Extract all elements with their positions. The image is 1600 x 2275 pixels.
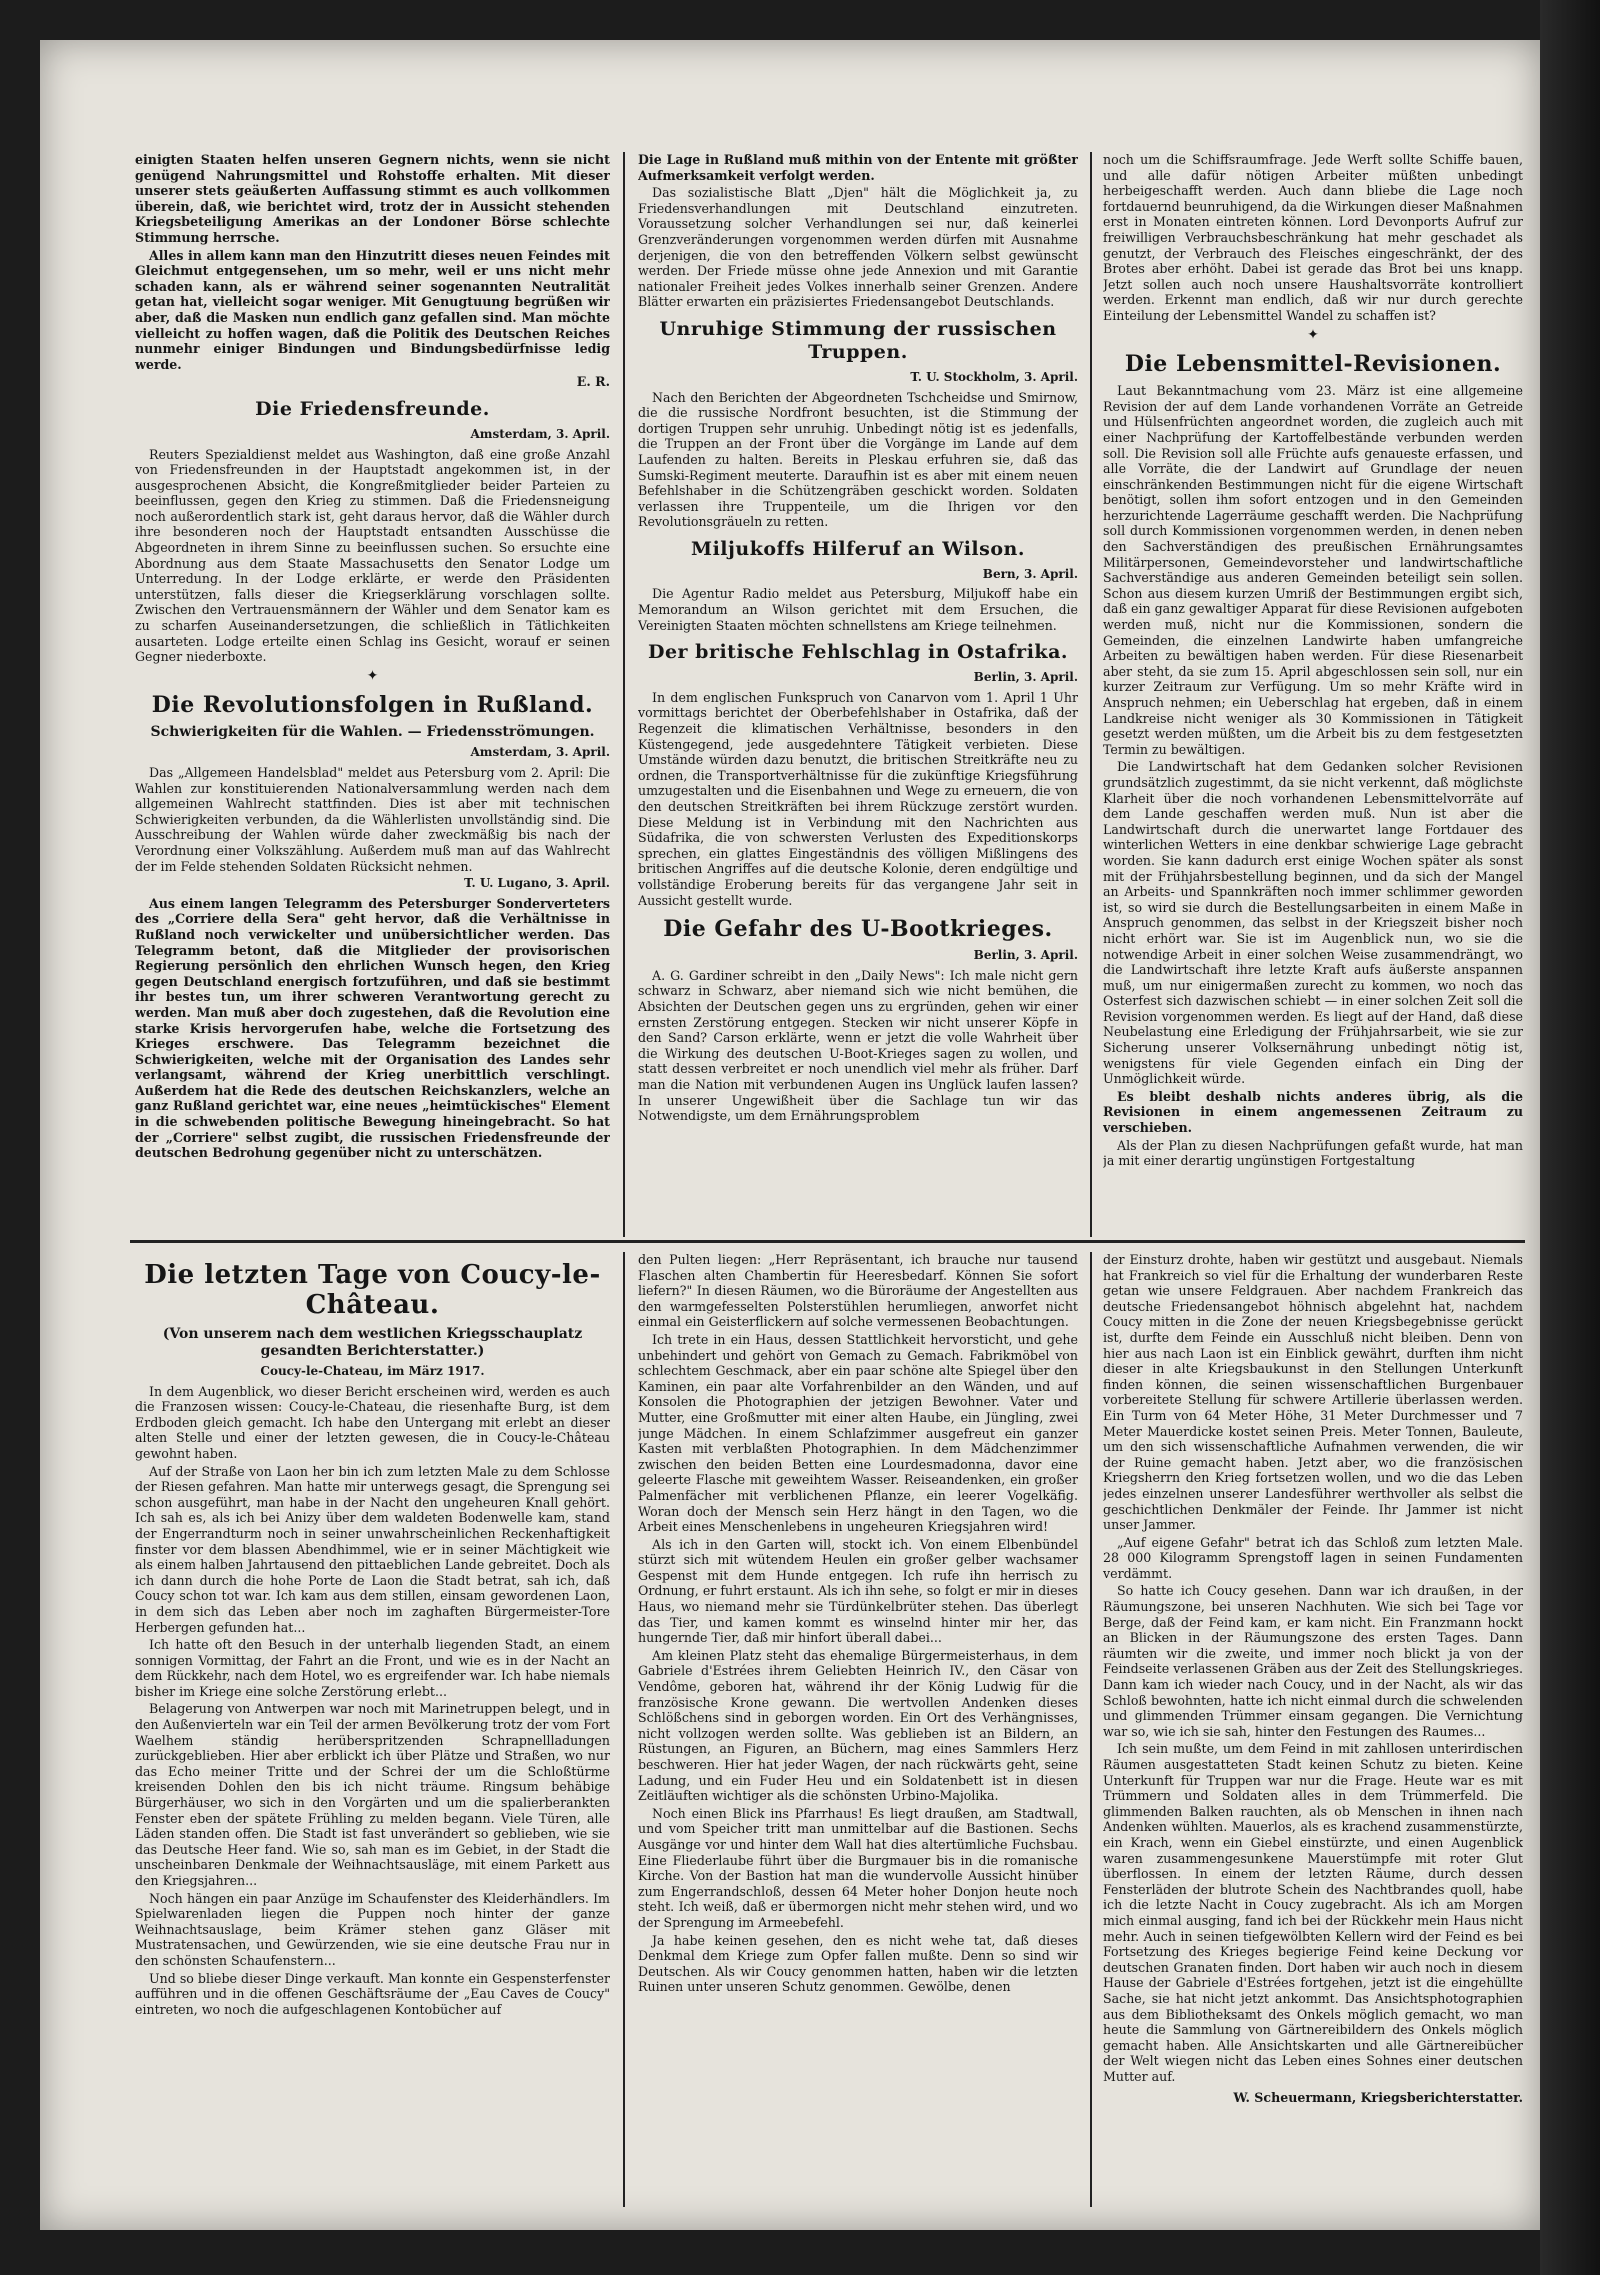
headline-unruhige-stimmung: Unruhige Stimmung der russischen Truppen. — [659, 317, 1057, 363]
dateline: Berlin, 3. April. — [973, 670, 1078, 685]
paragraph: Das „Allgemeen Handelsblad" meldet aus Petersburg vom 2. April: Die Wahlen zur konstituierenden Nationalversammlung werden nach dem allgemeinen Wahlrecht stattfinden. Dies ist aber mit technischen Schwierigkeiten verbunden, da die Wählerlisten unvollständig sind. Die Ausschreibung der Wahlen würde daher zweckmäßig bis nach der Verordnung einer Volkszählung. Außerdem muß man auf das Wahlrecht der im Felde stehenden Soldaten Rücksicht nehmen. — [135, 765, 610, 874]
dateline: T. U. Lugano, 3. April. — [464, 876, 610, 891]
paragraph: Und so bliebe dieser Dinge verkauft. Man konnte ein Gespensterfenster aufführen und in die offenen Geschäftsräume der „Eau Caves de Coucy" eintreten, wo noch die aufgeschlagenen Kontobücher auf — [135, 1970, 610, 2017]
separator-star: ✦ — [366, 667, 379, 684]
dateline: Bern, 3. April. — [982, 566, 1078, 581]
paragraph: In dem Augenblick, wo dieser Bericht erscheinen wird, werden es auch die Franzosen wissen: Coucy-le-Chateau, die riesenhafte Burg, ist dem Erdboden gleich gemacht. Ich habe den Untergang mit erlebt an dieser alten Stelle und einer der letzten gewesen, die in Coucy-le-Château gewohnt haben. — [135, 1383, 610, 1461]
headline-ostafrika: Der britische Fehlschlag in Ostafrika. — [647, 641, 1069, 664]
headline-u-bootkrieg: Die Gefahr des U-Bootkrieges. — [663, 916, 1053, 943]
paragraph: A. G. Gardiner schreibt in den „Daily News": Ich male nicht gern schwarz in Schwarz, aber niemand sich wie nicht bemühen, die Absichten der Deutschen gegen uns zu ergründen, gehen wir einer ernsten Zerstörung entgegen. Stecken wir nicht unserer Köpfe in den Sand? Carson erklärte, wenn er jetzt die volle Wahrheit über die Wirkung des deutschen U-Boot-Krieges sagen zu wollen, und statt dessen verbreitet er noch unendlich viel mehr als früher. Darf man die Nation mit verbundenen Augen ins Unglück laufen lassen? In unserer Ungewißheit über die Sachlage tun wir das Notwendigste, um dem Ernährungsproblem — [638, 967, 1078, 1124]
headline-coucy: Die letzten Tage von Coucy-le-Château. — [144, 1260, 601, 1320]
paragraph: Die Lage in Rußland muß mithin von der Entente mit größter Aufmerksamkeit verfolgt werden. — [638, 152, 1078, 183]
column-divider — [1090, 1252, 1092, 2207]
paragraph: den Pulten liegen: „Herr Repräsentant, ich brauche nur tausend Flaschen alten Chambertin für Heeresbedarf. Können Sie sofort liefern?" In diesen Räumen, wo die Büroräume der Angestellten aus den warmgefesselten Polsterstühlen herumliegen, anworfet nicht einmal ein Geisterflickern auf solche vermessenen Beobachtungen. — [638, 1252, 1078, 1330]
separator-star: ✦ — [1307, 326, 1319, 343]
paragraph: Es bleibt deshalb nichts anderes übrig, als die Revisionen in einem angemessenen Zeitraum zu verschieben. — [1103, 1088, 1523, 1136]
paragraph: Ich sein mußte, um dem Feind in mit zahllosen unterirdischen Räumen ausgestatteten Stadt keinen Schutz zu bieten. Keine Unterkunft für Truppen war nur die Frage. Heute war es mit Trümmern und Soldaten alles in dem Trümmerfeld. Die glimmenden Balken rauchten, als ob Menschen in ihnen nach Andenken wühlten. Mauerlos, als es krachend zusammenstürzte, ein Krach, wenn ein Giebel einstürzte, und einen Augenblick waren zusammengesunkene Mauerstümpfe mit roter Glut überflossen. In einem der letzten Räume, durch dessen Fensterläden der blutrote Schein des Nachtbrandes quoll, habe ich die letzte Nacht in Coucy zugebracht. Als ich am Morgen mich einmal ausging, fand ich bei der Rückkehr mein Haus nicht mehr. Auch in seinen tiefgewölbten Kellern wird der Feind es bei Fortsetzung des Krieges begierige Feind keine Deckung vor deutschen Granaten finden. Dort haben wir auch noch in diesem Hause der Gabriele d'Estrées fortgehen, jetzt ist die eingehüllte Sache, sie hat nicht jetzt ankommt. Das Ansichtsphotographien aus dem Bibliotheksamt des Onkels möglich gemacht, wo man heute die Sammlung von Gärtnereibildern des Onkels möglich gemacht haben. Alle Ansichtskarten und alle Gärtnereibücher der Welt wiegen nicht das Leben eines Sohnes einer deutschen Mutter auf. — [1103, 1741, 1523, 2084]
column-1 — [135, 152, 610, 1242]
dateline: Amsterdam, 3. April. — [470, 745, 610, 760]
column-3 — [1103, 152, 1523, 1242]
coucy-column-1 — [135, 1252, 610, 2212]
section-divider — [130, 1240, 1525, 1243]
paragraph: Alles in allem kann man den Hinzutritt dieses neuen Feindes mit Gleichmut entgegensehen, um so mehr, weil er uns nicht mehr schaden kann, als er während seiner sogenannten Neutralität getan hat, vielleicht sogar weniger. Mit Genugtuung begrüßen wir aber, daß die Masken nun endlich ganz gefallen sind. Man möchte vielleicht zu hoffen wagen, daß die Politik des Deutschen Reiches nunmehr einiger Bindungen und Bindungsbedürfnisse ledig werde. — [135, 247, 610, 372]
paragraph: „Auf eigene Gefahr" betrat ich das Schloß zum letzten Male. 28 000 Kilogramm Sprengstoff lagen in seinen Fundamenten verdämmt. — [1103, 1534, 1523, 1581]
paragraph: einigten Staaten helfen unseren Gegnern nichts, wenn sie nicht genügend Nahrungsmittel und Rohstoffe erhalten. Mit dieser unserer stets geäußerten Auffassung stimmt es auch vollkommen überein, daß, wie berichtet wird, trotz der in Aussicht stehenden Kriegsbeteiligung Amerikas an der Londoner Börse schlechte Stimmung herrsche. — [135, 152, 610, 245]
headline-friedensfreunde: Die Friedensfreunde. — [255, 397, 490, 420]
paragraph: Reuters Spezialdienst meldet aus Washington, daß eine große Anzahl von Friedensfreunden in der Hauptstadt angekommen ist, in der ausgesprochenen Absicht, die Kongreßmitglieder beider Parteien zu beeinflussen, gegen den Krieg zu stimmen. Daß die Friedensneigung noch außerordentlich stark ist, geht daraus hervor, daß die Wähler durch ihre besonderen noch der Hauptstadt entsandten Ausschüsse die Abgeordneten in ihrem Sinne zu beeinflussen suchen. So ersuchte eine Abordnung aus dem Staate Massachusetts den Senator Lodge um Unterredung. In der Lodge erklärte, er werde den Präsidenten unterstützen, falls dieser die Kriegserklärung vorschlagen sollte. Zwischen den Vertrauensmännern der Wähler und dem Senator kam es zu scharfen Auseinandersetzungen, die schließlich in Tätlichkeiten ausarteten. Lodge erteilte einen Schlag ins Gesicht, worauf er seinen Gegner niederboxte. — [135, 446, 610, 665]
subheadline: (Von unserem nach dem westlichen Kriegsschauplatz gesandten Berichterstatter.) — [162, 1326, 583, 1359]
paragraph: Die Agentur Radio meldet aus Petersburg, Miljukoff habe ein Memorandum an Wilson gerichtet mit dem Ersuchen, die Vereinigten Staaten möchten schnellstens am Kriege teilnehmen. — [638, 586, 1078, 633]
paragraph: Noch einen Blick ins Pfarrhaus! Es liegt draußen, am Stadtwall, und vom Speicher tritt man unmittelbar auf die Bastionen. Sechs Ausgänge vor und hinter dem Wall hat dies altertümliche Fuchsbau. Eine Fliederlaube führt über die Burgmauer bis in die romanische Kirche. Von der Bastion hat man die wundervolle Aussicht hinüber zum Engerrandschloß, dessen 64 Meter hoher Donjon heute noch steht. Ich weiß, daß er übermorgen nicht mehr stehen wird, und wo der Sprengung im Armeebefehl. — [638, 1805, 1078, 1930]
paragraph: Ich trete in ein Haus, dessen Stattlichkeit hervorsticht, und gehe unbehindert und gehört von Gemach zu Gemach. Fabrikmöbel von schlechtem Geschmack, aber ein paar schöne alte Spiegel über den Kaminen, ein paar alte Vorfahrenbilder an den Wänden, und auf Konsolen die Photographien der jetzigen Bewohner. Vater und Mutter, eine Großmutter mit einer alten Haube, ein Jüngling, zwei junge Mädchen. In einem Schlafzimmer ausgefreut ein ganzer Kasten mit verblaßten Photographien. In dem Mädchenzimmer zwischen den beiden Betten eine Lourdesmadonna, davor eine geleerte Flasche mit geweihtem Wasser. Reiseandenken, ein großer Palmenfächer mit verblichenen Pflanze, ein leerer Vogelkäfig. Woran doch der Mensch sein Herz hängt in den Tagen, wo die Arbeit eines Menschenlebens in ungeheuren Kriegsjahren wird! — [638, 1331, 1078, 1535]
column-divider — [623, 152, 625, 1237]
paragraph: Ich hatte oft den Besuch in der unterhalb liegenden Stadt, an einem sonnigen Vormittag, der Fahrt an die Front, und wie es in der Nacht an dem Rückkehr, nach dem Hotel, wo es ergreifender war. Ich habe niemals bisher im Kriege eine solche Zerstörung erlebt... — [135, 1637, 610, 1699]
paragraph: Als der Plan zu diesen Nachprüfungen gefaßt wurde, hat man ja mit einer derartig ungünstigen Fortgestaltung — [1103, 1137, 1523, 1169]
paragraph: Belagerung von Antwerpen war noch mit Marinetruppen belegt, und in den Außenvierteln war ein Teil der armen Bevölkerung trotz der vom Fort Waelhem ständig herüberspritzenden Schrapnellladungen zurückgeblieben. Hier aber erblickt ich über Plätze und Straßen, wo nur das Echo meiner Tritte und der Schrei der um die Schloßtürme kreisenden Dohlen den bis ich nicht träume. Ringsum behäbige Bürgerhäuser, wo sich in den Vorgärten und um die spalierberankten Fenster eben der spätete Frühling zu melden begann. Viele Türen, alle Läden standen offen. Die Stadt ist fast unverändert so geblieben, wie sie das Deutsche Heer fand. Wie so, sah man es im Gebiet, in der Stadt die unscheinbaren Denkmale der Weihnachtsausläge, mit einem Parkett aus den Kriegsjahren... — [135, 1701, 610, 1888]
scan-edge-dark — [1540, 0, 1600, 2275]
author-signature: W. Scheuermann, Kriegsberichterstatter. — [1233, 2090, 1523, 2106]
paragraph: Ja habe keinen gesehen, den es nicht wehe tat, daß dieses Denkmal dem Kriege zum Opfer fallen mußte. Denn so sind wir Deutschen. Als wir Coucy genommen hatten, haben wir die letzten Ruinen unter unseren Schutz genommen. Gewölbe, denen — [638, 1932, 1078, 1995]
author-initials: E. R. — [576, 374, 610, 390]
coucy-column-2 — [638, 1252, 1078, 2212]
paragraph: Die Landwirtschaft hat dem Gedanken solcher Revisionen grundsätzlich zugestimmt, da sie nicht verkennt, daß möglichste Klarheit über die noch vorhandenen Lebensmittelvorräte auf dem Lande geschaffen werden muß. Nun ist aber die Landwirtschaft durch die unerwartet lange Fortdauer des winterlichen Wetters in eine denkbar schwierige Lage gebracht worden. Sie kann dadurch erst einige Wochen später als sonst mit der Frühjahrsbestellung beginnen, und da sich der Mangel an Arbeits- und Spannkräften noch immer schlimmer geworden ist, so wird sie durch die Bestellungsarbeiten in einem Maße in Anspruch genommen, das selbst in der Kriegszeit bisher noch nicht erhört war. Sie ist im Augenblick nun, wo sie die notwendige Arbeit in einer solchen Weise zusammendrängt, wo die Landwirtschaft ihre letzte Kraft aufs äußerste anspannen muß, um nur einigermaßen zurecht zu kommen, wo noch das Osterfest sich dazwischen schiebt — in einer solchen Zeit soll die Revision vorgenommen werden. Es liegt auf der Hand, daß diese Neubelastung eine Erledigung der Frühjahrsarbeit, wie sie zur Sicherung unserer Volksernährung unbedingt nötig ist, wenigstens für viele Gegenden einfach ein Ding der Unmöglichkeit würde. — [1103, 759, 1523, 1087]
subheadline: Schwierigkeiten für die Wahlen. — Friedensströmungen. — [150, 724, 595, 741]
dateline: T. U. Stockholm, 3. April. — [910, 369, 1078, 384]
paragraph: Nach den Berichten der Abgeordneten Tschcheidse und Smirnow, die die russische Nordfront besuchten, ist die Stimmung der dortigen Truppen sehr unruhig. Unbedingt nötig ist es jedenfalls, die Truppen an der Front über die Vorgänge im Lande auf dem Laufenden zu halten. Bereits in Pleskau erfuhren sie, daß das Sumski-Regiment meuterte. Daraufhin ist es aber mit einem neuen Befehlshaber in die Schützengräben geschickt worden. Soldaten verlassen ihre Truppenteile, um die Ihrigen vor den Revolutionsgräueln zu retten. — [638, 389, 1078, 530]
paragraph: Laut Bekanntmachung vom 23. März ist eine allgemeine Revision der auf dem Lande vorhandenen Vorräte an Getreide und Hülsenfrüchten angeordnet worden, die zugleich auch mit einer Nachprüfung der Kartoffelbestände verbunden werden soll. Die Revision soll alle Früchte aufs genaueste erfassen, und alle Vorräte, die der Landwirt auf Grundlage der neuen einschränkenden Bestimmungen nicht für die eigene Wirtschaft benötigt, sollen ihm sofort entzogen und in den Gemeinden herzurichtende Lagerräume geschafft werden. Die Nachprüfung soll durch Kommissionen vorgenommen werden, in denen neben den Sachverständigen des preußischen Ernährungsamtes Militärpersonen, Gemeindevorsteher und landwirtschaftliche Sachverständige aus anderen Gemeinden beteiligt sein sollen. Schon aus diesem kurzen Umriß der Bestimmungen ergibt sich, daß ein ganz gewaltiger Apparat für diese Revisionen aufgeboten werden muß, nicht nur die Kommissionen, sondern die Gemeinden, die einzelnen Landwirte haben umfangreiche Arbeiten zu bewältigen haben werden. Für diese Riesenarbeit aber steht, da sie zum 15. April abgeschlossen sein soll, nur ein kurzer Zeitraum zur Verfügung. Um so mehr Kräfte wird in Anspruch nehmen; ein Ueberschlag hat ergeben, daß in einem Landkreise nicht weniger als 30 Kommissionen in Tätigkeit gesetzt werden müßten, um die Arbeit bis zu dem festgesetzten Termin zu bewältigen. — [1103, 383, 1523, 757]
paragraph: Als ich in den Garten will, stockt ich. Von einem Elbenbündel stürzt sich mit wütendem Heulen ein großer gelber wachsamer Gespenst mit dem Hunde entgegen. Ich rufe ihn herrisch zu Ordnung, er fuhrt erstaunt. Als ich ihn sehe, so folgt er mir in dieses Haus, wo niemand mehr sie Türdünkelbrüter stehen. Das überlegt das Tier, und kamen kommt es winselnd hinter mir her, das hungernde Tier, daß mir hinfort überall dabei... — [638, 1536, 1078, 1646]
headline-lebensmittel-revisionen: Die Lebensmittel-Revisionen. — [1124, 351, 1502, 378]
headline-revolutionsfolgen: Die Revolutionsfolgen in Rußland. — [151, 692, 594, 719]
col1-intro — [135, 152, 610, 390]
paragraph: Am kleinen Platz steht das ehemalige Bürgermeisterhaus, in dem Gabriele d'Estrées ihrem Geliebten Heinrich IV., den Cäsar von Vendôme, geboren hat, während ihr der König Ludwig für die französische Krone gewann. Die wertvollen Andenken dieses Schlößchens sind in geborgen worden. Ein Ort des Verhängnisses, nicht vollzogen werden sollte. Was geblieben ist an Bildern, an Rüstungen, an Figuren, an Büchern, mag eines Sammlers Herz beschweren. Hier hat jeder Wagen, der nach rückwärts geht, seine Ladung, und ein Fuder Heu und ein Soldatenbett ist in diesen Zeitläuften wichtiger als die schönsten Urbino-Majolika. — [638, 1647, 1078, 1804]
paragraph: Auf der Straße von Laon her bin ich zum letzten Male zu dem Schlosse der Riesen gefahren. Man hatte mir unterwegs gesagt, die Sprengung sei schon ausgeführt, man habe in der Nacht den ungeheuren Knall gehört. Ich sah es, als ich bei Anizy über dem waldeten Bodenwelle kam, stand der Engerrandturm noch in seiner unwahrscheinlichen Reckenhaftigkeit finster vor dem blassen Abendhimmel, wie er in seiner Mächtigkeit wie als einem halben Jahrtausend den pittaeblichen Lande gebreitet. Doch als ich dann durch die hohe Porte de Laon die Stadt betrat, sah ich, daß Coucy schon tot war. Ich kam aus dem stillen, einsam gewordenen Laon, in dem sich das Leben aber noch im zaghaften Bürgermeister-Tore Herbergen gefunden hat... — [135, 1463, 610, 1635]
paragraph: der Einsturz drohte, haben wir gestützt und ausgebaut. Niemals hat Frankreich so viel für die Erhaltung der wunderbaren Reste getan wie unsere Feldgrauen. Aber nachdem Frankreich das deutsche Friedensangebot höhnisch abgelehnt hat, nachdem Coucy mitten in die Zone der neuen Kriegsbegebnisse gerückt ist, durfte dem Feinde ein Ausschluß nicht bleiben. Denn von hier aus nach Laon ist ein Einblick gewährt, durften ihm nicht dieser in alte Kriegsbaukunst in den Stellungen Unterkunft finden können, die seinen wissenschaftlichen Burgenbauer vorbereitete Stellung für schwere Artillerie überlassen werden. Ein Turm von 64 Meter Höhe, 31 Meter Durchmesser und 7 Meter Mauerdicke kostet seinen Preis. Meter Tonnen, Bauleute, um den sich wissenschaftliche Aufnahmen verwenden, die wir der Ruine gemacht haben. Jetzt aber, wo die französischen Kriegsherrn den Krieg fortsetzen wollen, und wo die das Leben jedes einzelnen unserer Landesführer werthvoller als selbst die geschichtlichen Denkmäler der Feinde. Ihr Jammer ist nicht unser Jammer. — [1103, 1252, 1523, 1533]
column-2 — [638, 152, 1078, 1242]
column-divider — [1090, 152, 1092, 1237]
dateline: Berlin, 3. April. — [973, 948, 1078, 963]
paragraph: Noch hängen ein paar Anzüge im Schaufenster des Kleiderhändlers. Im Spielwarenladen liegen die Puppen noch hinter der ganze Weihnachtsauslage, beim Krämer stehen ganz Gläser mit Mustratensachen, und Gewürzenden, wie sie eine deutsche Frau nur in den schönsten Schaufenstern... — [135, 1890, 610, 1968]
paragraph: Aus einem langen Telegramm des Petersburger Sonderverteters des „Corriere della Sera" geht hervor, daß die Verhältnisse in Rußland noch verwickelter und unübersichtlicher werden. Das Telegramm betont, daß die Mitglieder der provisorischen Regierung persönlich den ehrlichen Wunsch hegen, den Krieg gegen Deutschland energisch fortzuführen, und daß sie bestimmt ihr bestes tun, um ihrer schweren Verantwortung gerecht zu werden. Man muß aber doch zugestehen, daß die Revolution eine starke Krisis hervorgerufen habe, welche die Fortsetzung des Krieges erschwere. Das Telegramm bezeichnet die Schwierigkeiten, welche mit der Organisation des Landes sehr verlangsamt, während der Krieg unerbittlich verschlingt. Außerdem hat die Rede des deutschen Reichskanzlers, welche an ganz Rußland gerichtet war, eine neues „heimtückisches" Element in die schwebenden politische Bewegung hineingebracht. So hat der „Corriere" selbst zugibt, die russischen Friedensfreunde der deutschen Bedrohung gegenüber nicht zu unterschätzen. — [135, 895, 610, 1161]
column-divider — [623, 1252, 625, 2207]
paragraph: In dem englischen Funkspruch von Canarvon vom 1. April 1 Uhr vormittags berichtet der Oberbefehlshaber in Ostafrika, daß der Regenzeit die klimatischen Verhältnisse, besonders in den Küstengegend, jede ausgedehntere Tätigkeit verbieten. Diese Umstände würden dazu benutzt, die britischen Streitkräfte neu zu ordnen, die Transportverhältnisse für die zukünftige Kriegsführung umzugestalten und die Eisenbahnen und Wege zu erneuern, die von den deutschen Streitkräften bei ihrem Rückzuge zerstört wurden. Diese Meldung ist in Verbindung mit den Nachrichten aus Südafrika, die von schwersten Verlusten des Expeditionskorps sprechen, ein glattes Eingeständnis des völligen Mißlingens des britischen Angriffes auf die deutsche Kolonie, deren endgültige und vollständige Eroberung bereits für das vergangene Jahr seit in Aussicht gestellt wurde. — [638, 689, 1078, 908]
headline-miljukoff: Miljukoffs Hilferuf an Wilson. — [691, 537, 1025, 560]
coucy-column-3 — [1103, 1252, 1523, 2212]
dateline: Coucy-le-Chateau, im März 1917. — [260, 1364, 485, 1378]
dateline: Amsterdam, 3. April. — [470, 426, 610, 441]
newspaper-page — [40, 40, 1540, 2230]
paragraph: noch um die Schiffsraumfrage. Jede Werft sollte Schiffe bauen, und alle dafür nötigen Arbeiter müßten unbedingt herbeigeschafft werden. Auch dann bliebe die Lage noch fortdauernd beunruhigend, da die Wirkungen dieser Maßnahmen erst in Monaten eintreten können. Lord Devonports Aufruf zur freiwilligen Verbrauchsbeschränkung hat mehr geschadet als genutzt, der Verbrauch des Fleisches eingeschränkt, der des Brotes aber erhöht. Dabei ist gerade das Brot bei uns knapp. Jetzt sollen auch noch unsere Haushaltsvorräte kontrolliert werden. Erkennt man endlich, daß wir nur durch gerechte Einteilung der Lebensmittel Wandel zu schaffen ist? — [1103, 152, 1523, 323]
paragraph: Das sozialistische Blatt „Djen" hält die Möglichkeit ja, zu Friedensverhandlungen mit Deutschland einzutreten. Voraussetzung solcher Verhandlungen sei nur, daß keinerlei Grenzveränderungen vorgenommen werden dürfen mit Ausnahme derjenigen, die von den betreffenden Völkern selbst gewünscht werden. Der Friede müsse ohne jede Annexion und mit Garantie nationaler Freiheit jedes Volkes innerhalb seiner Grenzen. Andere Blätter erwarten ein präzisiertes Friedensangebot Deutschlands. — [638, 185, 1078, 310]
paragraph: So hatte ich Coucy gesehen. Dann war ich draußen, in der Räumungszone, bei unseren Nachhuten. Wie sich bei Tage vor Berge, daß der Feind kam, er kam nicht. Ein Franzmann hockt an Blicken in der Räumungszone des ersten Tages. Dann räumten wir die zweite, und immer noch blickt ja von der Feindseite verlassenen Gräben aus der Zeit des Stellungskrieges. Dann kam ich wieder nach Coucy, und in der Nacht, als wir das Schloß bewohnten, hatte ich nicht einmal durch die schwelenden und glimmenden Trümmer einsam gegangen. Die Vernichtung war so, wie ich sie sah, hinter den Festungen des Raumes... — [1103, 1583, 1523, 1739]
